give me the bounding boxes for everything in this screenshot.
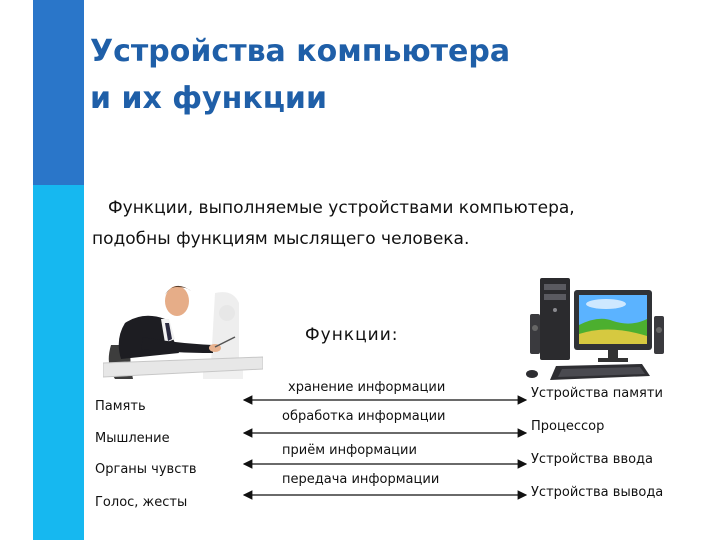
list-item: Устройства памяти	[531, 386, 663, 401]
list-item: передача информации	[282, 472, 440, 487]
list-item: Устройства вывода	[531, 485, 664, 500]
slide-title	[90, 28, 510, 122]
desktop-computer-illustration	[522, 270, 672, 385]
intro-line1: Функции, выполняемые устройствами компьютера,	[108, 198, 575, 218]
list-item: Мышление	[95, 431, 170, 446]
function-arrows	[240, 380, 530, 500]
list-item: хранение информации	[288, 380, 446, 395]
slide-title-line2: и их функции	[90, 81, 327, 116]
list-item: Память	[95, 399, 146, 414]
slide-title-line1: Устройства компьютера	[90, 34, 511, 69]
list-item: приём информации	[282, 443, 417, 458]
intro-text	[92, 193, 652, 255]
list-item: Устройства ввода	[531, 452, 654, 467]
intro-line2: подобны функциям мыслящего человека.	[92, 229, 470, 249]
man-at-desk-illustration	[103, 265, 263, 385]
list-item: Голос, жесты	[95, 495, 188, 510]
accent-bar-top	[33, 0, 84, 185]
list-item: Органы чувств	[95, 462, 197, 477]
functions-label: Функции:	[305, 325, 399, 345]
accent-bar-bottom	[33, 185, 84, 540]
list-item: обработка информации	[282, 409, 446, 424]
list-item: Процессор	[531, 419, 605, 434]
